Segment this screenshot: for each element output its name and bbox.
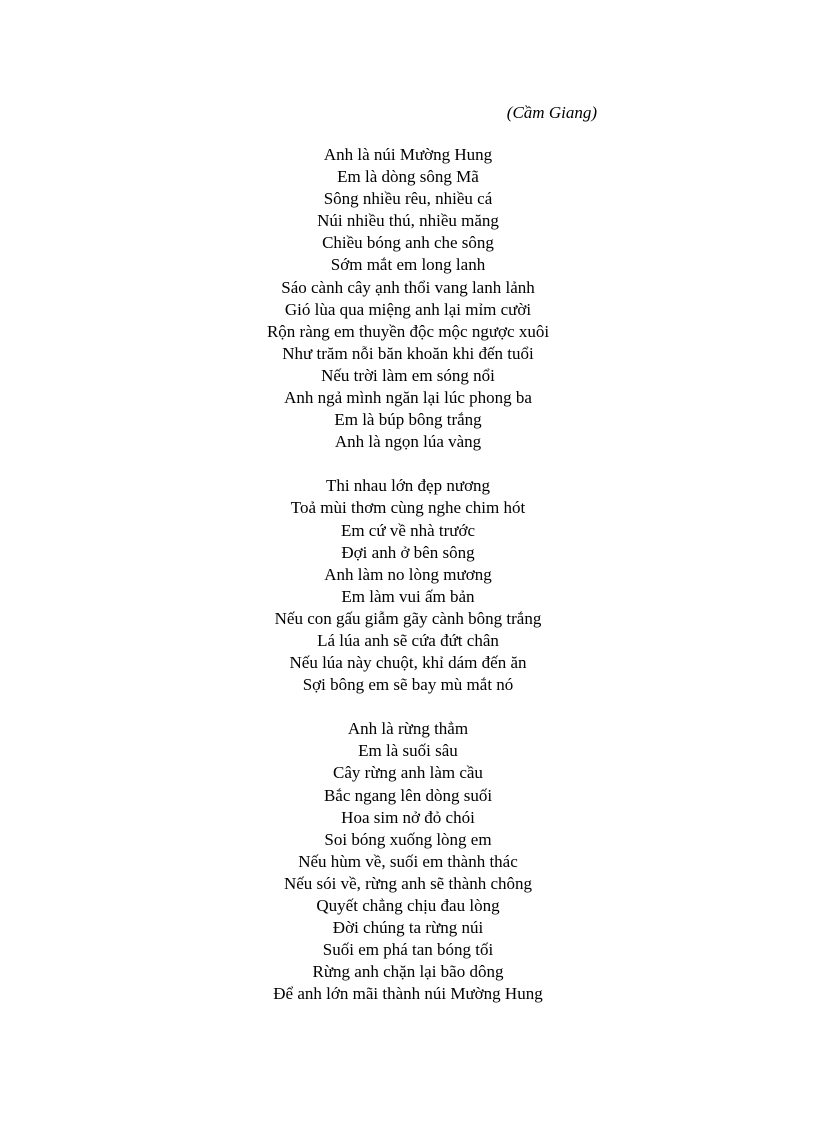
poem-line: Như trăm nỗi băn khoăn khi đến tuổi	[282, 343, 534, 363]
poem-author: (Cầm Giang)	[506, 103, 597, 122]
stanza-3	[0, 718, 816, 1005]
poem-line: Nếu trời làm em sóng nổi	[321, 365, 495, 385]
poem-line: Sợi bông em sẽ bay mù mắt nó	[302, 675, 514, 695]
poem-line: Nếu sói về, rừng anh sẽ thành chông	[283, 873, 533, 893]
poem-line: Để anh lớn mãi thành núi Mường Hung	[273, 984, 543, 1004]
poem-line: Sớm mắt em long lanh	[330, 255, 486, 275]
poem-line: Lá lúa anh sẽ cứa đứt chân	[317, 630, 499, 650]
poem-line: Hoa sim nở đỏ chói	[341, 807, 475, 827]
poem-line: Đời chúng ta rừng núi	[332, 918, 484, 938]
poem-line: Sông nhiều rêu, nhiều cá	[323, 189, 493, 209]
poem-line: Em là dòng sông Mã	[337, 167, 479, 187]
poem-line: Gió lùa qua miệng anh lại mỉm cười	[284, 299, 532, 319]
poem-line: Nếu hùm về, suối em thành thác	[298, 851, 518, 871]
poem-line: Anh là rừng thẳm	[347, 719, 469, 739]
stanza-2	[0, 475, 816, 696]
poem-line: Anh là núi Mường Hung	[323, 145, 493, 164]
poem-line: Bắc ngang lên dòng suối	[323, 785, 493, 805]
poem-line: Em là suối sâu	[358, 741, 458, 761]
poem-line: Đợi anh ở bên sông	[341, 542, 475, 562]
stanza-1	[0, 144, 816, 453]
poem-line: Sáo cành cây ạnh thổi vang lanh lảnh	[281, 277, 535, 297]
poem-line: Nếu lúa này chuột, khỉ dám đến ăn	[289, 653, 527, 673]
poem-line: Quyết chẳng chịu đau lòng	[316, 896, 500, 915]
poem-line: Toả mùi thơm cùng nghe chim hót	[290, 498, 526, 518]
poem-body	[0, 144, 816, 1027]
poem-line: Cây rừng anh làm cầu	[333, 763, 483, 783]
poem-line: Núi nhiều thú, nhiều măng	[317, 211, 499, 231]
poem-line: Em là búp bông trắng	[334, 410, 482, 430]
poem-line: Anh làm no lòng mương	[324, 564, 492, 584]
poem-line: Thi nhau lớn đẹp nương	[325, 476, 491, 496]
poem-line: Em cứ về nhà trước	[340, 520, 476, 540]
poem-line: Suối em phá tan bóng tối	[322, 940, 494, 960]
poem-line: Chiều bóng anh che sông	[322, 233, 494, 253]
poem-line: Anh ngả mình ngăn lại lúc phong ba	[284, 388, 532, 408]
poem-line: Em làm vui ấm bản	[341, 586, 475, 606]
poem-line: Nếu con gấu giẫm gãy cành bông trắng	[274, 608, 542, 628]
poem-line: Rộn ràng em thuyền độc mộc ngược xuôi	[266, 321, 550, 341]
poem-line: Soi bóng xuống lòng em	[324, 829, 492, 849]
poem-line: Rừng anh chặn lại bão dông	[312, 962, 504, 982]
poem-line: Anh là ngọn lúa vàng	[334, 432, 482, 452]
